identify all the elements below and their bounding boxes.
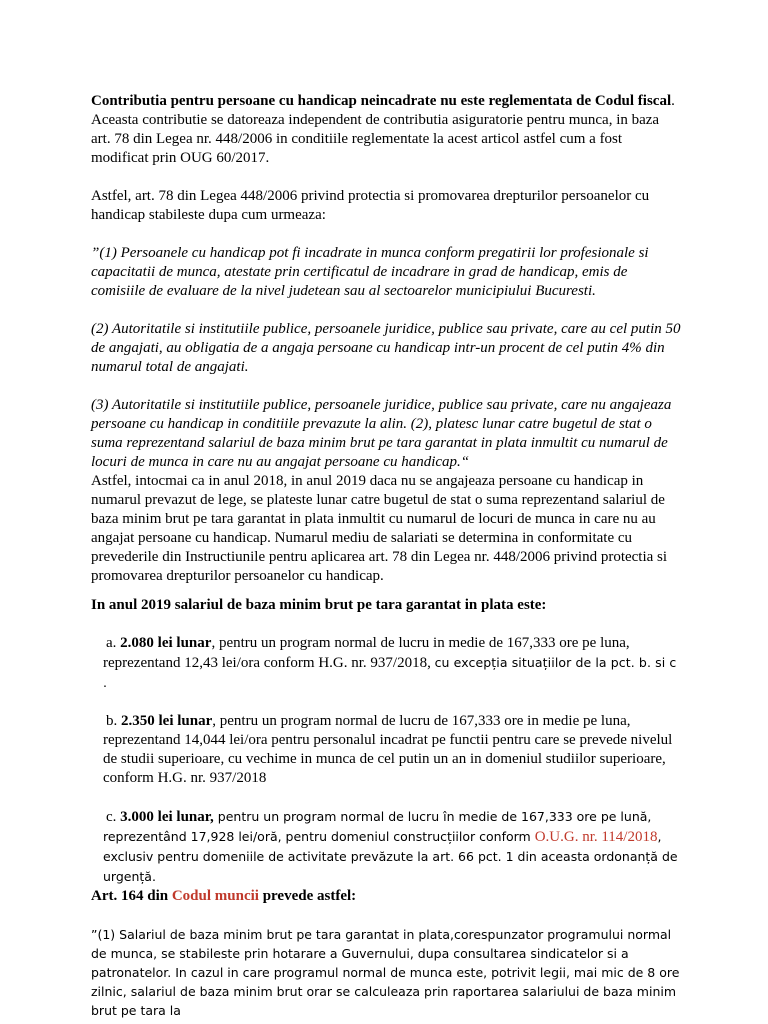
intro-bold: Contributia pentru persoane cu handicap neincadrate nu este reglementata de Codul fiscal <box>91 93 672 109</box>
art164-post: prevede astfel: <box>258 888 357 904</box>
list-marker-a: a. <box>106 635 117 651</box>
art164-heading <box>91 887 681 906</box>
text-b: , pentru un program normal de lucru de 167,333 ore in medie pe luna, reprezentand 14,044 lei/ora pentru personalul incadrat pe functii pentru care se prevede nivelul de studii superioare, cu vechime in munca de cel putin un an in domeniul studiilor superioare, conform H.G. nr. 937/2018 <box>103 713 673 786</box>
explanation-paragraph: Astfel, intocmai ca in anul 2018, in anul 2019 daca nu se angajeaza persoane cu handicap in numarul prevazut de lege, se plateste lunar catre bugetul de stat o suma reprezentand salariul de baza minim brut pe tara garantat in plata inmultit cu numarul de locuri de munca in care nu au angajat persoane cu handicap. Numarul mediu de salariati se determina in conformitate cu prevederile din Instructiunile pentru aplicarea art. 78 din Legea nr. 448/2006 privind protectia si promovarea drepturilor persoanelor cu handicap. <box>91 473 668 584</box>
text-c-2: , exclusiv pentru domeniile de activitate prevăzute la art. 66 pct. 1 din aceasta ordonanță de urgență. <box>103 829 678 884</box>
text-a: , pentru un program normal de lucru in medie de 167,333 ore pe luna, reprezentand 12,43 lei/ora conform H.G. nr. 937/2018, <box>103 635 630 671</box>
intro-text: . Aceasta contributie se datoreaza independent de contributia asiguratorie pentru munca, in baza art. 78 din Legea nr. 448/2006 in conditiile reglementate la acest articol astfel cum a fost modificat prin OUG 60/2017. <box>91 93 675 166</box>
intro-paragraph <box>91 92 681 168</box>
amount-c: 3.000 lei lunar, <box>120 809 214 825</box>
list-marker-c: c. <box>106 809 117 825</box>
list-marker-b: b. <box>106 713 118 729</box>
document-page <box>91 92 681 1020</box>
quote-para-1: ”(1) Persoanele cu handicap pot fi incadrate in munca conform pregatirii lor profesionale si capacitatii de munca, atestate prin certificatul de incadrare in grad de handicap, emis de comisiile de evaluare de la nivel judetean sau al sectoarelor municipiului Bucuresti. <box>91 245 649 299</box>
list-item-c <box>91 807 681 887</box>
list-item-a <box>91 634 681 693</box>
list-item-b <box>91 712 681 788</box>
codul-muncii-link[interactable]: Codul muncii <box>171 888 259 904</box>
amount-a: 2.080 lei lunar <box>120 635 212 651</box>
art164-pre: Art. 164 din <box>91 888 172 904</box>
heading-2019: In anul 2019 salariul de baza minim brut pe tara garantat in plata este: <box>91 597 547 613</box>
oug-link[interactable]: O.U.G. nr. 114/2018 <box>534 829 658 845</box>
art164-quote: ”(1) Salariul de baza minim brut pe tara garantat in plata,corespunzator programului normal de munca, se stabileste prin hotarare a Guvernului, dupa consultarea sindicatelor si a patronatelor. In cazul in care programul normal de munca este, potrivit legii, mai mic de 8 ore zilnic, salariul de baza minim brut orar se calculeaza prin raportarea salariului de baza minim brut pe tara la <box>91 927 680 1018</box>
text-a-tail: cu excepția situațiilor de la pct. b. si c . <box>103 655 677 690</box>
quote-para-3: (3) Autoritatile si institutiile publice, persoanele juridice, publice sau private, care nu angajeaza persoane cu handicap in conditiile prevazute la alin. (2), platesc lunar catre bugetul de stat o suma reprezentand salariul de baza minim brut pe tara garantat in plata inmultit cu numarul de locuri de munca in care nu au angajat persoane cu handicap.“ <box>91 397 672 470</box>
quote-para-2: (2) Autoritatile si institutiile publice, persoanele juridice, publice sau private, care au cel putin 50 de angajati, au obligatia de a angaja persoane cu handicap intr-un procent de cel putin 4% din numarul total de angajati. <box>91 321 681 375</box>
text-c-1: pentru un program normal de lucru în medie de 167,333 ore pe lună, reprezentând 17,928 lei/oră, pentru domeniul construcțiilor conform <box>103 809 652 844</box>
amount-b: 2.350 lei lunar <box>121 713 213 729</box>
art78-intro: Astfel, art. 78 din Legea 448/2006 privind protectia si promovarea drepturilor persoanelor cu handicap stabileste dupa cum urmeaza: <box>91 188 650 223</box>
